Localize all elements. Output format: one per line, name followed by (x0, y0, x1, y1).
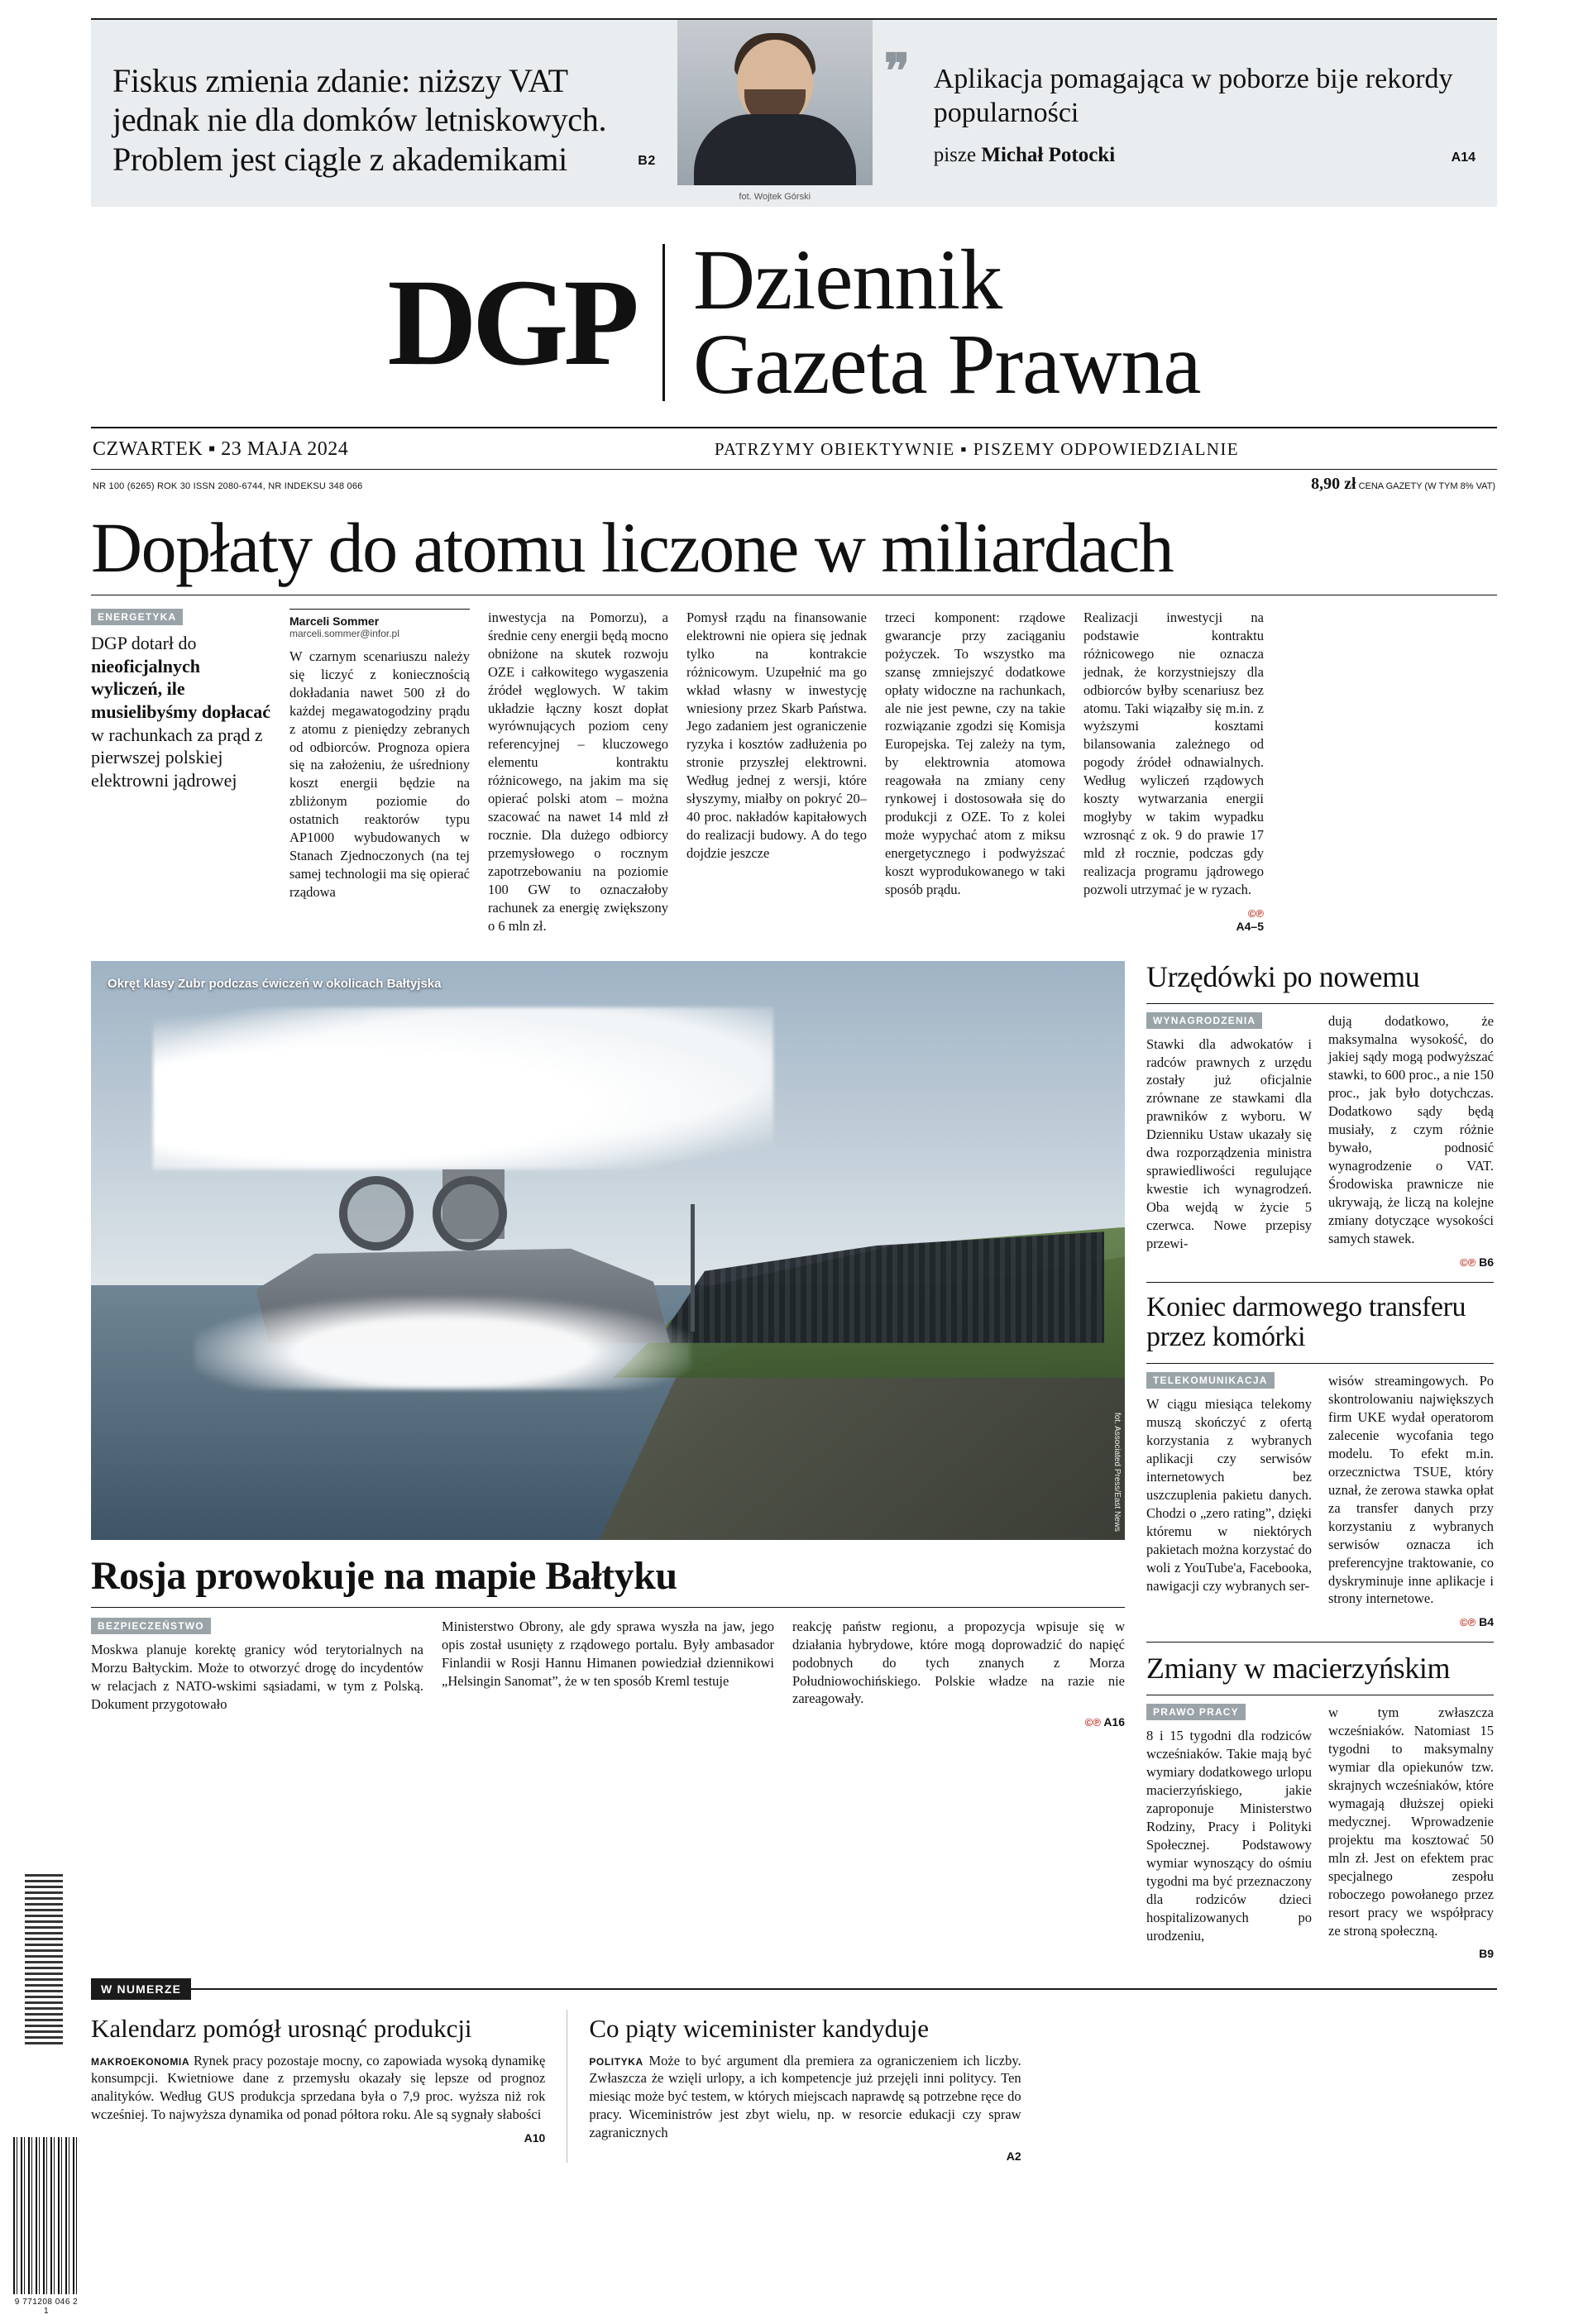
price-value: 8,90 zł (1311, 474, 1356, 493)
article-author: Marceli Sommer (289, 609, 470, 628)
photo-col-3 (792, 1618, 1125, 1729)
promo-right-headline: Aplikacja pomagająca w poborze bije rekordy popularności (933, 64, 1453, 128)
cp-icon-2: ©℗ (1084, 1716, 1101, 1729)
lead-intro (91, 632, 271, 792)
rail-3-headline: Zmiany w macierzyńskim (1146, 1652, 1451, 1686)
lead-headline: Dopłaty do atomu liczone w miliardach (91, 507, 1174, 587)
rail-3-text-2: w tym zwłaszcza wcześniaków. Natomiast 15 tygodni to maksymalny wymiar dla opiekunów tzw. skrajnych wcześniaków, które wymagają dłuższej opieki medycznej. Wprowadzenie projektu ma kosztować 50 mln zł. Jest on efektem prac specjalnego zespołu roboczego powołanego przez resort pracy we współpracy ze stroną społeczną. (1328, 1705, 1494, 1939)
cp-icon: ©℗ (1247, 906, 1264, 920)
photo-story-columns (91, 1618, 1125, 1729)
lead-body-col4 (686, 609, 867, 943)
rail-3-col-1 (1146, 1704, 1312, 1960)
photo-story-headline: Rosja prowokuje na mapie Bałtyku (91, 1553, 677, 1598)
lead-body-col2 (289, 648, 470, 901)
issue-meta: NR 100 (6265) ROK 30 ISSN 2080-6744, NR INDEKSU 348 066 (93, 481, 363, 491)
top-promo-banner (91, 18, 1497, 207)
rail-2-tag: TELEKOMUNIKACJA (1146, 1372, 1275, 1389)
rail-1-col-2 (1328, 1012, 1494, 1269)
photo-story-rule (91, 1607, 1125, 1608)
article-author-email[interactable]: marceli.sommer@infor.pl (289, 627, 399, 639)
in-this-issue-rule (191, 1988, 1497, 1990)
masthead-title-line1: Dziennik (693, 232, 1002, 328)
masthead-divider (662, 244, 665, 401)
promo-left-headline: Fiskus zmienia zdanie: niższy VAT jednak nie dla domków letniskowych. Problem jest ciągle z akademikami (112, 62, 607, 178)
issue-item-2-title: Co piąty wiceminister kandyduje (589, 2014, 929, 2044)
lead-author-column (289, 609, 470, 943)
lead-body-col5 (885, 609, 1065, 943)
rail-3-page-ref (1328, 1947, 1494, 1960)
promo-left[interactable] (91, 20, 677, 207)
masthead-title-line2: Gazeta Prawna (693, 316, 1201, 412)
rail-1-page: B6 (1479, 1255, 1494, 1269)
photo-text-3: reakcję państw regionu, a propozycja wpisuje się w działania hybrydowe, które mogą doprowadzić do napięć podobnych do tych znanych z Morza Południowochińskiego. Polskie władze na razie nie zareagowały. (792, 1618, 1125, 1707)
lead-intro-column (91, 609, 271, 943)
price-note: CENA GAZETY (W TYM 8% VAT) (1358, 481, 1495, 491)
promo-byline (934, 144, 1115, 167)
rail-1-text-2: dują dodatkowo, że maksymalna wysokość, do jakiej sądy mogą podwyższać stawki, to 600 proc., a nie 150 proc., jak było dotychczas. Dodatkowo sądy będą musiały, z czym różnie bywało, podnosić wynagrodzenie o VAT. Środowiska prawnicze nie ukrywają, że liczą na kolejne zmiany dotyczące wysokości samych stawek. (1328, 1012, 1494, 1246)
issue-item-1[interactable] (91, 2010, 545, 2163)
cp-icon-3: ©℗ (1460, 1255, 1476, 1269)
photo-credit: fot. Associated Press/East News (1112, 1412, 1122, 1532)
promo-right-page: A14 (1451, 150, 1476, 165)
issue-item-2[interactable] (567, 2010, 1021, 2163)
main-photo (91, 961, 1125, 1540)
rail-1-tag: WYNAGRODZENIA (1146, 1012, 1262, 1029)
photo-page-number: A16 (1103, 1715, 1125, 1729)
issue-item-3-placeholder (1043, 2010, 1497, 2163)
issue-item-1-tag: MAKROEKONOMIA (91, 2055, 190, 2068)
lead-body-col6 (1083, 609, 1264, 943)
lead-page-number: A4–5 (1236, 919, 1264, 933)
rail-3-page: B9 (1479, 1947, 1494, 1961)
rail-2-text-1: W ciągu miesiąca telekomy muszą skończyć z ofertą korzystania z wybranych aplikacji czy serwisów internetowych bez uszczuplenia pakietu danych. Chodzi o „zero rating”, dzięki któremu w niektórych pakietach można korzystać do woli z YouTube'a, Facebooka, nawigacji czy wybranych ser- (1146, 1396, 1312, 1594)
portrait-credit: fot. Wojtek Górski (739, 192, 811, 202)
lead-columns (91, 609, 1497, 943)
lead-text-2: W czarnym scenariuszu należy się liczyć z koniecznością dokładania nawet 500 zł do każdej megawatogodziny prądu z atomu z pieniędzy zebranych od odbiorców. Prognoza opiera się na założeniu, że uśredniony koszt energii będzie na zbliżonym poziomie do ostatnich reaktorów typu AP1000 wybudowanych w Stanach Zjednoczonych (na tej samej technologii ma się opierać rządowa (289, 648, 470, 900)
rail-2-page-ref (1328, 1615, 1494, 1628)
rail-2-rule (1146, 1363, 1494, 1364)
issue-item-1-page: A10 (524, 2131, 546, 2145)
lead-text-5: trzeci komponent: rządowe gwarancje przy zaciąganiu pożyczek. To wszystko ma szansę zmniejszyć dodatkowe opłaty widoczne na rachunkach, ale nie jest pewne, czy na takie rozwiązanie zgodzi się Komisja Europejska. Tej zależy na tym, by elektrownia atomowa reagowała na zmiany ceny rynkowej i dostosowała się do produkcji z OZE. To z kolei może wypychać atom z miksu energetycznego i podwyższać koszt wyprodukowanego w taki sposób prądu. (885, 609, 1065, 897)
photo-col-1 (91, 1618, 423, 1729)
lead-text-4: Pomysł rządu na finansowanie elektrowni nie opiera się jednak tylko na kontrakcie różnicowym. Uzupełnić ma go wkład własny w inwestycję wniesiony przez Skarb Państwa. Jego zadaniem jest ograniczenie ryzyka i kosztów zadłużenia po stronie przyszłej elektrowni. Według jednej z wersji, które słyszymy, miałby on pokryć 20–40 proc. nakładów kapitałowych do realizacji budowy. A do tego dojdzie jeszcze (686, 609, 867, 861)
lead-intro-bold: nieoficjalnych wyliczeń, ile musielibyśmy dopłacać (91, 655, 270, 722)
issue-item-2-tag: POLITYKA (589, 2055, 643, 2068)
rail-divider-2 (1146, 1642, 1494, 1643)
issue-item-2-page: A2 (1006, 2149, 1021, 2164)
rail-3-tag: PRAWO PRACY (1146, 1704, 1246, 1720)
lead-page-ref (1083, 906, 1264, 933)
rail-2-page: B4 (1479, 1615, 1494, 1629)
price-block (1311, 475, 1495, 494)
rail-article-1[interactable] (1146, 961, 1494, 1269)
lead-text-6: Realizacji inwestycji na podstawie kontraktu różnicowego nie oznacza jednak, że korzystniejszy dla odbiorców byłby scenariusz bez atomu. Taki wiązałby się m.in. z wyższymi kosztami bilansowania zależnego od pogody źródeł odnawialnych. Według wyliczeń rządowych koszty wytwarzania energii mogłyby w takim wypadku wzrosnąć z ok. 9 do prawie 17 mld zł rocznie, podczas gdy realizacja programu jądrowego pozwoli utrzymać je w ryzach. (1083, 609, 1264, 897)
lead-intro-part2: w rachunkach za prąd z pierwszej polskiej elektrowni jądrowej (91, 724, 263, 791)
rail-3-col-2 (1328, 1704, 1494, 1960)
rail-3-text-1: 8 i 15 tygodni dla rodziców wcześniaków. Takie mają być wymiary dodatkowego urlopu macierzyńskiego, jakie zaproponuje Ministerstwo Rodziny, Pracy i Polityki Społecznej. Podstawowy wymiar wynoszący do ośmiu tygodni ma być przeznaczony dla rodziców dzieci hospitalizowanych po urodzeniu, (1146, 1728, 1312, 1944)
rail-1-rule (1146, 1003, 1494, 1004)
rail-1-text-1: Stawki dla adwokatów i radców prawnych z urzędu zostały już oficjalnie zrównane ze stawkami dla prawników z wyboru. W Dzienniku Ustaw ukazały się dwa rozporządzenia ministra sprawiedliwości regulujące kwestie ich wynagrodzeń. Oba wejdą w życie 5 czerwca. Nowe przepisy przewi- (1146, 1035, 1312, 1251)
rail-2-headline: Koniec darmowego transferu przez komórki (1146, 1291, 1466, 1353)
lead-body-col3 (488, 609, 668, 943)
logo-dgp: DGP (387, 253, 635, 391)
byline-author: Michał Potocki (981, 143, 1116, 166)
barcode-number: 9 771208 046 2 1 (14, 2298, 79, 2316)
right-rail (1146, 961, 1494, 1961)
lead-spacer-col (1282, 609, 1462, 943)
cp-icon-4: ©℗ (1460, 1616, 1476, 1629)
edge-marker (25, 1871, 63, 2044)
rail-1-col-1 (1146, 1012, 1312, 1269)
lead-text-3: inwestycja na Pomorzu), a średnie ceny energii będą mocno obniżone na skutek rozwoju OZE i całkowitego wygaszenia źródeł węglowych. W takim układzie łączny koszt dopłat wyrównujących poziom ceny referencyjnej – kluczowego elementu kontraktu różnicowego, na jakim ma się opierać polski atom – można szacować na nawet 14 mld zł rocznie. Dla dużego odbiorcy przemysłowego o rocznym zapotrzebowaniu na poziomie 100 GW to oznaczałoby rachunek za energię zwiększony o 6 mln zł. (488, 609, 668, 934)
rail-2-text-2: wisów streamingowych. Po skontrolowaniu największych firm UKE wydał operatorom zalecenie wycofania tego modelu. To efekt m.in. orzecznictwa TSUE, który uznał, że zerowa stawka opłat za transfer danych przy korzystaniu z wybranych serwisów oznacza ich preferencyjne traktowanie, co dyskryminuje inne aplikacje i strony internetowe. (1328, 1373, 1494, 1607)
rail-2-col-2 (1328, 1372, 1494, 1628)
byline-prefix: pisze (933, 143, 982, 166)
photo-text-2: Ministerstwo Obrony, ale gdy sprawa wyszła na jaw, jego opis został usunięty z rządowego portalu. Były ambasador Finlandii w Rosji Hannu Himanen powiedział dziennikowi „Helsingin Sanomat”, że w ten sposób Kreml testuje (442, 1618, 774, 1689)
promo-right[interactable] (873, 20, 1497, 207)
hovercraft-fan-icon-2 (433, 1176, 507, 1250)
in-this-issue-label: W NUMERZE (91, 1978, 191, 2000)
portrait-illustration (677, 20, 873, 185)
issue-date: CZWARTEK ▪ 23 MAJA 2024 (93, 438, 349, 460)
issue-item-2-text: Może to być argument dla premiera za ograniczeniem ich liczby. Zwłaszcza że wzięli urlopy, a ich kompetencje już przejęli inni politycy. Ten miesiąc może być testem, w których miejscach naprawdę są potrzebne ręce do pracy. Wiceministrów jest zbyt wielu, np. w resorcie edukacji czy spraw zagranicznych (589, 2052, 1021, 2141)
photo-caption: Okręt klasy Zubr podczas ćwiczeń w okolicach Bałtyjska (108, 976, 442, 991)
rail-article-3[interactable] (1146, 1652, 1494, 1960)
issue-item-1-title: Kalendarz pomógł urosnąć produkcji (91, 2014, 472, 2044)
lead-intro-part1: DGP dotarł do (91, 632, 197, 653)
lead-section-tag: ENERGETYKA (91, 609, 183, 625)
rail-1-page-ref (1328, 1255, 1494, 1269)
in-this-issue (91, 1978, 1497, 2163)
hovercraft-fan-icon (339, 1176, 414, 1250)
quote-icon: ❞ (883, 45, 910, 98)
photo-section-tag: BEZPIECZEŃSTWO (91, 1618, 211, 1634)
masthead-slogan: PATRZYMY OBIEKTYWNIE ▪ PISZEMY ODPOWIEDZIALNIE (714, 438, 1239, 459)
rail-article-2[interactable] (1146, 1293, 1494, 1629)
photo-story (91, 961, 1125, 1961)
masthead[interactable] (91, 232, 1497, 412)
rail-1-headline: Urzędówki po nowemu (1146, 959, 1420, 993)
mid-section (91, 961, 1497, 1961)
rail-divider-1 (1146, 1282, 1494, 1283)
promo-left-page: B2 (638, 153, 656, 168)
photo-page-ref (792, 1715, 1125, 1729)
barcode (13, 2137, 78, 2294)
photo-col-2 (442, 1618, 774, 1729)
issue-item-1-text: Rynek pracy pozostaje mocny, co zapowiada wysoką dynamikę konsumpcji. Kwietniowe dane z przemysłu okazały się lepsze od prognoz analityków. Według GUS produkcja sprzedana była o 7,9 proc. wyższa niż rok wcześniej. To najwyższa dynamika od ponad półtora roku. Ale są sygnały słabości (91, 2052, 546, 2123)
promo-portrait (677, 20, 873, 207)
newspaper-front-page (0, 18, 1588, 2324)
rail-2-col-1 (1146, 1372, 1312, 1628)
masthead-title (693, 232, 1201, 412)
photo-text-1: Moskwa planuje korektę granicy wód terytorialnych na Morzu Bałtyckim. Może to otworzyć drogę do incydentów w relacjach z NATO-wskimi sąsiadami, w tym z Polską. Dokument przygotowało (91, 1641, 423, 1712)
